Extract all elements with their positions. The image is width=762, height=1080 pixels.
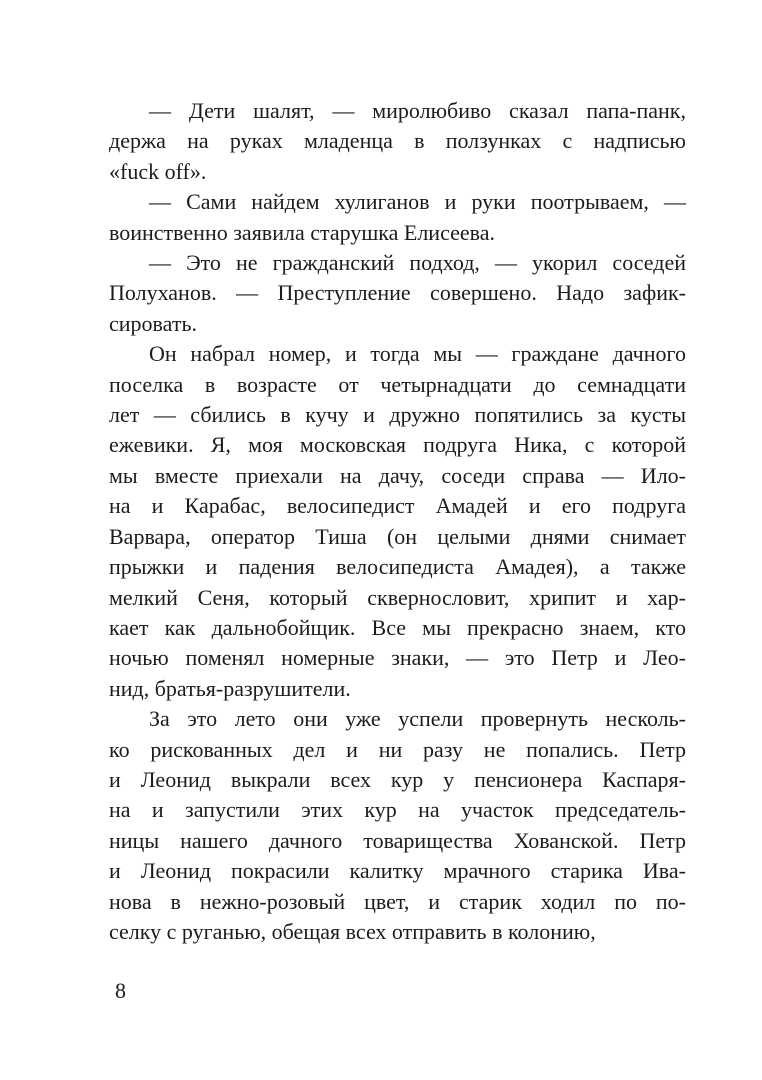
text-line: За это лето они уже успели провернуть несколь- bbox=[149, 706, 686, 732]
text-line: Он набрал номер, и тогда мы — граждане дачного bbox=[149, 341, 686, 367]
page-number: 8 bbox=[115, 978, 126, 1003]
text-line: — Дети шалят, — миролюбиво сказал папа-панк, bbox=[149, 98, 686, 123]
text-line: поселка в возрасте от четырнадцати до семнадцати bbox=[109, 371, 686, 397]
page-text bbox=[109, 96, 686, 947]
text-line: ночью поменял номерные знаки, — это Петр и Лео- bbox=[109, 645, 686, 671]
text-line: мы вместе приехали на дачу, соседи справа — Ило- bbox=[109, 462, 686, 488]
text-line: воинственно заявила старушка Елисеева. bbox=[109, 219, 496, 245]
paragraph bbox=[109, 187, 686, 248]
text-line: ежевики. Я, моя московская подруга Ника, с которой bbox=[109, 432, 686, 458]
paragraph bbox=[109, 339, 686, 704]
text-line: мелкий Сеня, который сквернословит, хрипит и хар- bbox=[109, 584, 686, 610]
text-line: держа на руках младенца в ползунках с надписью bbox=[109, 128, 686, 154]
text-line: на и запустили этих кур на участок председатель- bbox=[109, 797, 686, 823]
text-line: — Сами найдем хулиганов и руки поотрываем, — bbox=[149, 189, 686, 215]
paragraph bbox=[109, 96, 686, 187]
text-line: кает как дальнобойщик. Все мы прекрасно знаем, кто bbox=[109, 614, 686, 640]
text-line: Полуханов. — Преступление совершено. Надо зафик- bbox=[109, 280, 686, 306]
text-line: на и Карабас, велосипедист Амадей и его подруга bbox=[109, 493, 686, 519]
text-line: «fuck off». bbox=[109, 158, 207, 184]
paragraph bbox=[109, 704, 686, 947]
text-line: прыжки и падения велосипедиста Амадея), а также bbox=[109, 554, 686, 580]
text-line: — Это не гражданский подход, — укорил соседей bbox=[149, 250, 686, 276]
text-line: нид, братья-разрушители. bbox=[109, 675, 351, 701]
text-line: Варвара, оператор Тиша (он целыми днями снимает bbox=[109, 523, 686, 549]
text-line: ко рискованных дел и ни разу не попались. Петр bbox=[109, 736, 686, 762]
text-line: сировать. bbox=[109, 310, 197, 336]
text-line: и Леонид покрасили калитку мрачного старика Ива- bbox=[109, 858, 686, 884]
text-line: и Леонид выкрали всех кур у пенсионера Каспаря- bbox=[109, 766, 686, 792]
text-line: селку с руганью, обещая всех отправить в колонию, bbox=[109, 918, 596, 944]
text-line: лет — сбились в кучу и дружно попятились за кусты bbox=[109, 402, 686, 428]
paragraph bbox=[109, 248, 686, 339]
text-line: нова в нежно-розовый цвет, и старик ходил по по- bbox=[109, 888, 686, 914]
text-line: ницы нашего дачного товарищества Хованской. Петр bbox=[109, 827, 686, 853]
